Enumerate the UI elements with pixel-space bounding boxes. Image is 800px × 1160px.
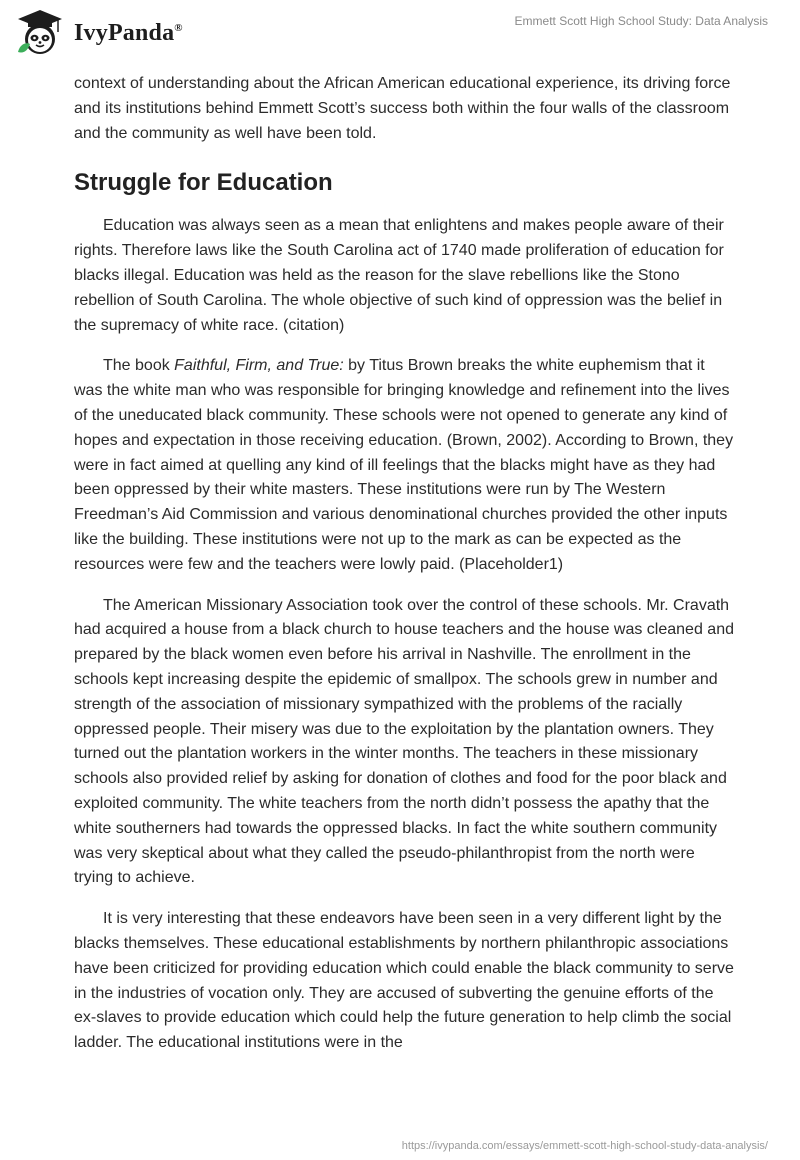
book-title: Faithful, Firm, and True: (174, 357, 344, 375)
intro-paragraph: context of understanding about the African American educational experience, its driving force and its institutions behind Emmett Scott’s success both within the four walls of the classroom and the community as well have been told. (74, 75, 731, 142)
page-header (0, 0, 800, 70)
brand-name: IvyPanda® (74, 19, 183, 46)
section-heading: Struggle for Education (74, 169, 333, 197)
source-url[interactable]: https://ivypanda.com/essays/emmett-scott-high-school-study-data-analysis/ (401, 1140, 768, 1152)
ivypanda-logo[interactable] (14, 8, 183, 58)
paragraph-2: The book Faithful, Firm, and True: by Titus Brown breaks the white euphemism that it was the white man who was responsible for bringing knowledge and refinement into the lives of the uneducated black community. These schools were not opened to generate any kind of hopes and expectation in those receiving education. (Brown, 2002). According to Brown, they were in fact aimed at quelling any kind of ill feelings that the blacks might have as they had been oppressed by their white masters. These institutions were run by The Western Freedman’s Aid Commission and various denominational churches provided the other inputs like the building. These institutions were not up to the mark as can be expected as the resources were few and the teachers were lowly paid. (Placeholder1) (74, 357, 734, 573)
essay-body (74, 72, 734, 1072)
trademark-symbol: ® (174, 21, 183, 34)
panda-graduate-icon (14, 8, 66, 58)
paragraph-1: Education was always seen as a mean that enlightens and makes people aware of their rights. Therefore laws like the South Carolina act of 1740 made proliferation of education for blacks illegal. Education was held as the reason for the slave rebellions like the Stono rebellion of South Carolina. The whole objective of such kind of oppression was the belief in the supremacy of white race. (citation) (74, 217, 724, 334)
paragraph-3: The American Missionary Association took over the control of these schools. Mr. Cravath had acquired a house from a black church to house teachers and the house was cleaned and prepared by the black women even before his arrival in Nashville. The enrollment in the schools kept increasing despite the epidemic of smallpox. The schools grew in number and strength of the association of missionary sympathized with the problems of the racially oppressed people. Their misery was due to the exploitation by the plantation owners. They turned out the plantation workers in the winter months. The teachers in these missionary schools also provided relief by asking for donation of clothes and food for the poor black and exploited community. The white teachers from the north didn’t possess the apathy that the white southerners had towards the oppressed blacks. In fact the white southern community was very skeptical about what they called the pseudo-philanthropist from the north were trying to achieve. (74, 596, 734, 887)
document-title: Emmett Scott High School Study: Data Analysis (514, 14, 768, 28)
paragraph-4: It is very interesting that these endeavors have been seen in a very different light by the blacks themselves. These educational establishments by northern philanthropic associations have been criticized for providing education which could enable the black community to serve in the industries of vocation only. They are accused of subverting the genuine efforts of the ex-slaves to provide education which could help the future generation to help climb the social ladder. The educational institutions were in the (74, 910, 734, 1052)
